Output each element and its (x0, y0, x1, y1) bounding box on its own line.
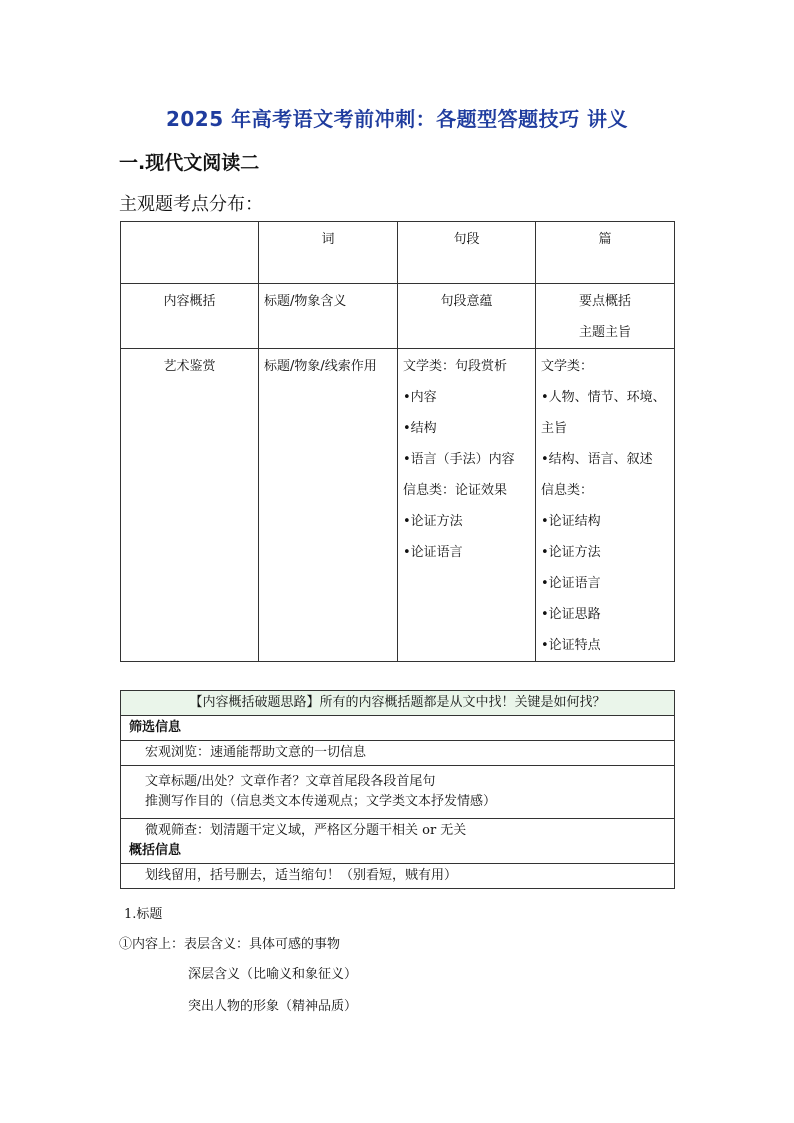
notes-line: 突出人物的形象（精神品质） (188, 999, 358, 1014)
cell-line: •人物、情节、环境、 (541, 390, 666, 405)
micro-check-text: 微观筛查：划清题干定义域，严格区分题干相关 or 无关 (145, 823, 467, 838)
document-title: 2025 年高考语文考前冲刺：各题型答题技巧 讲义 (165, 107, 629, 131)
table-header-row (121, 222, 675, 284)
table-row (121, 284, 675, 349)
table-cell (398, 349, 536, 662)
filter-info-title: 筛选信息 (121, 715, 674, 740)
section-heading: 一.现代文阅读二 (119, 152, 260, 174)
notes-heading: 1.标题 (124, 907, 163, 922)
exam-point-table (120, 221, 675, 662)
cell-line: 主题主旨 (578, 325, 631, 340)
cell-line: 文学类： (541, 359, 594, 374)
cell-line: 要点概括 (578, 294, 631, 309)
cell-line: •结构 (403, 421, 437, 436)
cell-line: 文学类：句段赏析 (403, 359, 508, 374)
cell-line: •论证思路 (541, 607, 601, 622)
table-row (121, 349, 675, 662)
cell-line: •论证特点 (541, 638, 601, 653)
cell-line: •内容 (403, 390, 437, 405)
cell-line: 信息类：论证效果 (403, 483, 508, 498)
table-cell (259, 349, 398, 662)
row-label: 内容概括 (121, 284, 259, 349)
table-cell (259, 284, 398, 349)
table-header-cell (121, 222, 259, 284)
table-header-cell: 篇 (536, 222, 675, 284)
table-cell (536, 349, 675, 662)
cell-line: 标题/物象含义 (264, 294, 347, 309)
notes-line: ①内容上：表层含义：具体可感的事物 (119, 937, 341, 952)
box-header: 【内容概括破题思路】所有的内容概括题都是从文中找！关键是如何找？ (121, 691, 674, 715)
cell-line: 主旨 (541, 421, 568, 436)
table-header-cell: 句段 (398, 222, 536, 284)
cell-line: 信息类： (541, 483, 594, 498)
cell-line: •论证方法 (403, 514, 463, 529)
cell-line: •结构、语言、叙述 (541, 452, 653, 467)
summary-method-box (120, 690, 675, 889)
clue-list (121, 765, 674, 818)
macro-browse-text: 宏观浏览：速通能帮助文意的一切信息 (121, 740, 674, 765)
table-cell (398, 284, 536, 349)
clue-line: 文章标题/出处？文章作者？文章首尾段各段首尾句 (145, 774, 436, 789)
clue-line: 推测写作目的（信息类文本传递观点；文学类文本抒发情感） (145, 794, 497, 809)
summarize-info-title: 概括信息 (129, 843, 182, 858)
row-label: 艺术鉴赏 (121, 349, 259, 662)
micro-section (121, 818, 674, 863)
subheading: 主观题考点分布： (119, 194, 263, 215)
table-header-cell: 词 (259, 222, 398, 284)
notes-line: 深层含义（比喻义和象征义） (188, 967, 358, 982)
cell-line: 句段意蕴 (440, 294, 493, 309)
cell-line: •论证方法 (541, 545, 601, 560)
cell-line: •论证结构 (541, 514, 601, 529)
cell-line: •论证语言 (403, 545, 463, 560)
cell-line: •论证语言 (541, 576, 601, 591)
cell-line: 标题/物象/线索作用 (264, 359, 377, 374)
table-cell (536, 284, 675, 349)
method-text: 划线留用，括号删去，适当缩句！（别看短，贼有用） (121, 863, 674, 888)
cell-line: •语言（手法）内容 (403, 452, 515, 467)
